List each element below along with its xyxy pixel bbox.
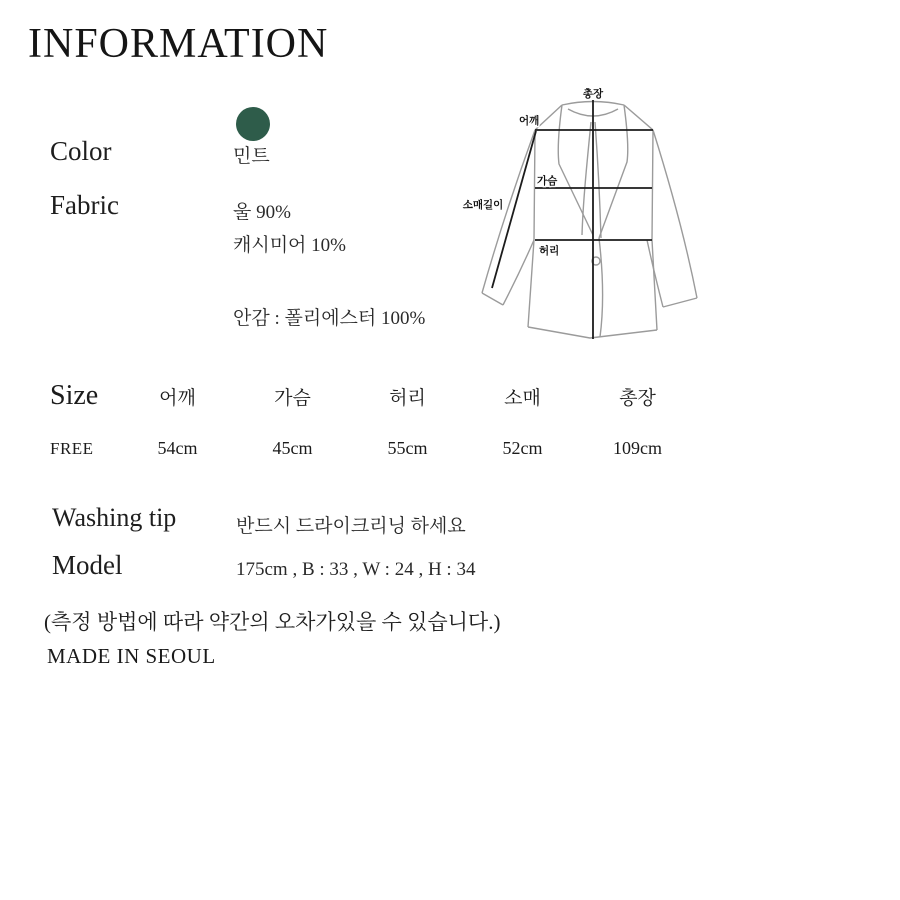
diagram-label-chest: 가슴 xyxy=(537,175,558,187)
coat-outline xyxy=(482,102,697,339)
washing-tip-label: Washing tip xyxy=(52,503,177,532)
size-header-total-length: 총장 xyxy=(619,388,656,409)
diagram-label-sleeve-length: 소매길이 xyxy=(462,199,504,211)
made-in-origin: MADE IN SEOUL xyxy=(47,644,216,668)
fabric-composition xyxy=(233,196,346,262)
measurement-lines xyxy=(492,100,653,339)
size-value-sleeve: 52cm xyxy=(502,438,543,458)
diagram-label-shoulder: 어깨 xyxy=(519,115,540,127)
model-value: 175cm , B : 33 , W : 24 , H : 34 xyxy=(236,559,476,580)
diagram-label-waist: 허리 xyxy=(539,245,560,257)
size-value-chest: 45cm xyxy=(272,438,313,458)
washing-tip-value: 반드시 드라이크리닝 하세요 xyxy=(236,516,466,537)
size-header-waist: 허리 xyxy=(389,388,426,409)
size-row-name: FREE xyxy=(50,439,94,458)
page-title: INFORMATION xyxy=(28,21,329,67)
fabric-section-label: Fabric xyxy=(50,190,119,220)
size-value-total-length: 109cm xyxy=(613,438,662,458)
model-label: Model xyxy=(52,550,123,580)
fabric-line-1: 울 90% xyxy=(233,202,291,223)
color-section-label: Color xyxy=(50,136,112,166)
color-swatch xyxy=(236,107,270,141)
fabric-lining: 안감 : 폴리에스터 100% xyxy=(233,308,426,329)
coat-measurement-diagram xyxy=(450,72,735,357)
size-header-sleeve: 소매 xyxy=(504,388,541,409)
size-value-shoulder: 54cm xyxy=(157,438,198,458)
size-section-label: Size xyxy=(50,380,99,411)
color-swatch-name: 민트 xyxy=(233,146,270,167)
fabric-line-2: 캐시미어 10% xyxy=(233,235,346,256)
size-table-value-row xyxy=(30,438,710,459)
size-header-shoulder: 어깨 xyxy=(159,388,196,409)
size-table-header-row xyxy=(30,380,710,412)
measurement-disclaimer: (측정 방법에 따라 약간의 오차가있을 수 있습니다.) xyxy=(44,610,501,634)
diagram-label-total-length: 총장 xyxy=(582,88,604,100)
size-value-waist: 55cm xyxy=(387,438,428,458)
size-header-chest: 가슴 xyxy=(274,388,311,409)
